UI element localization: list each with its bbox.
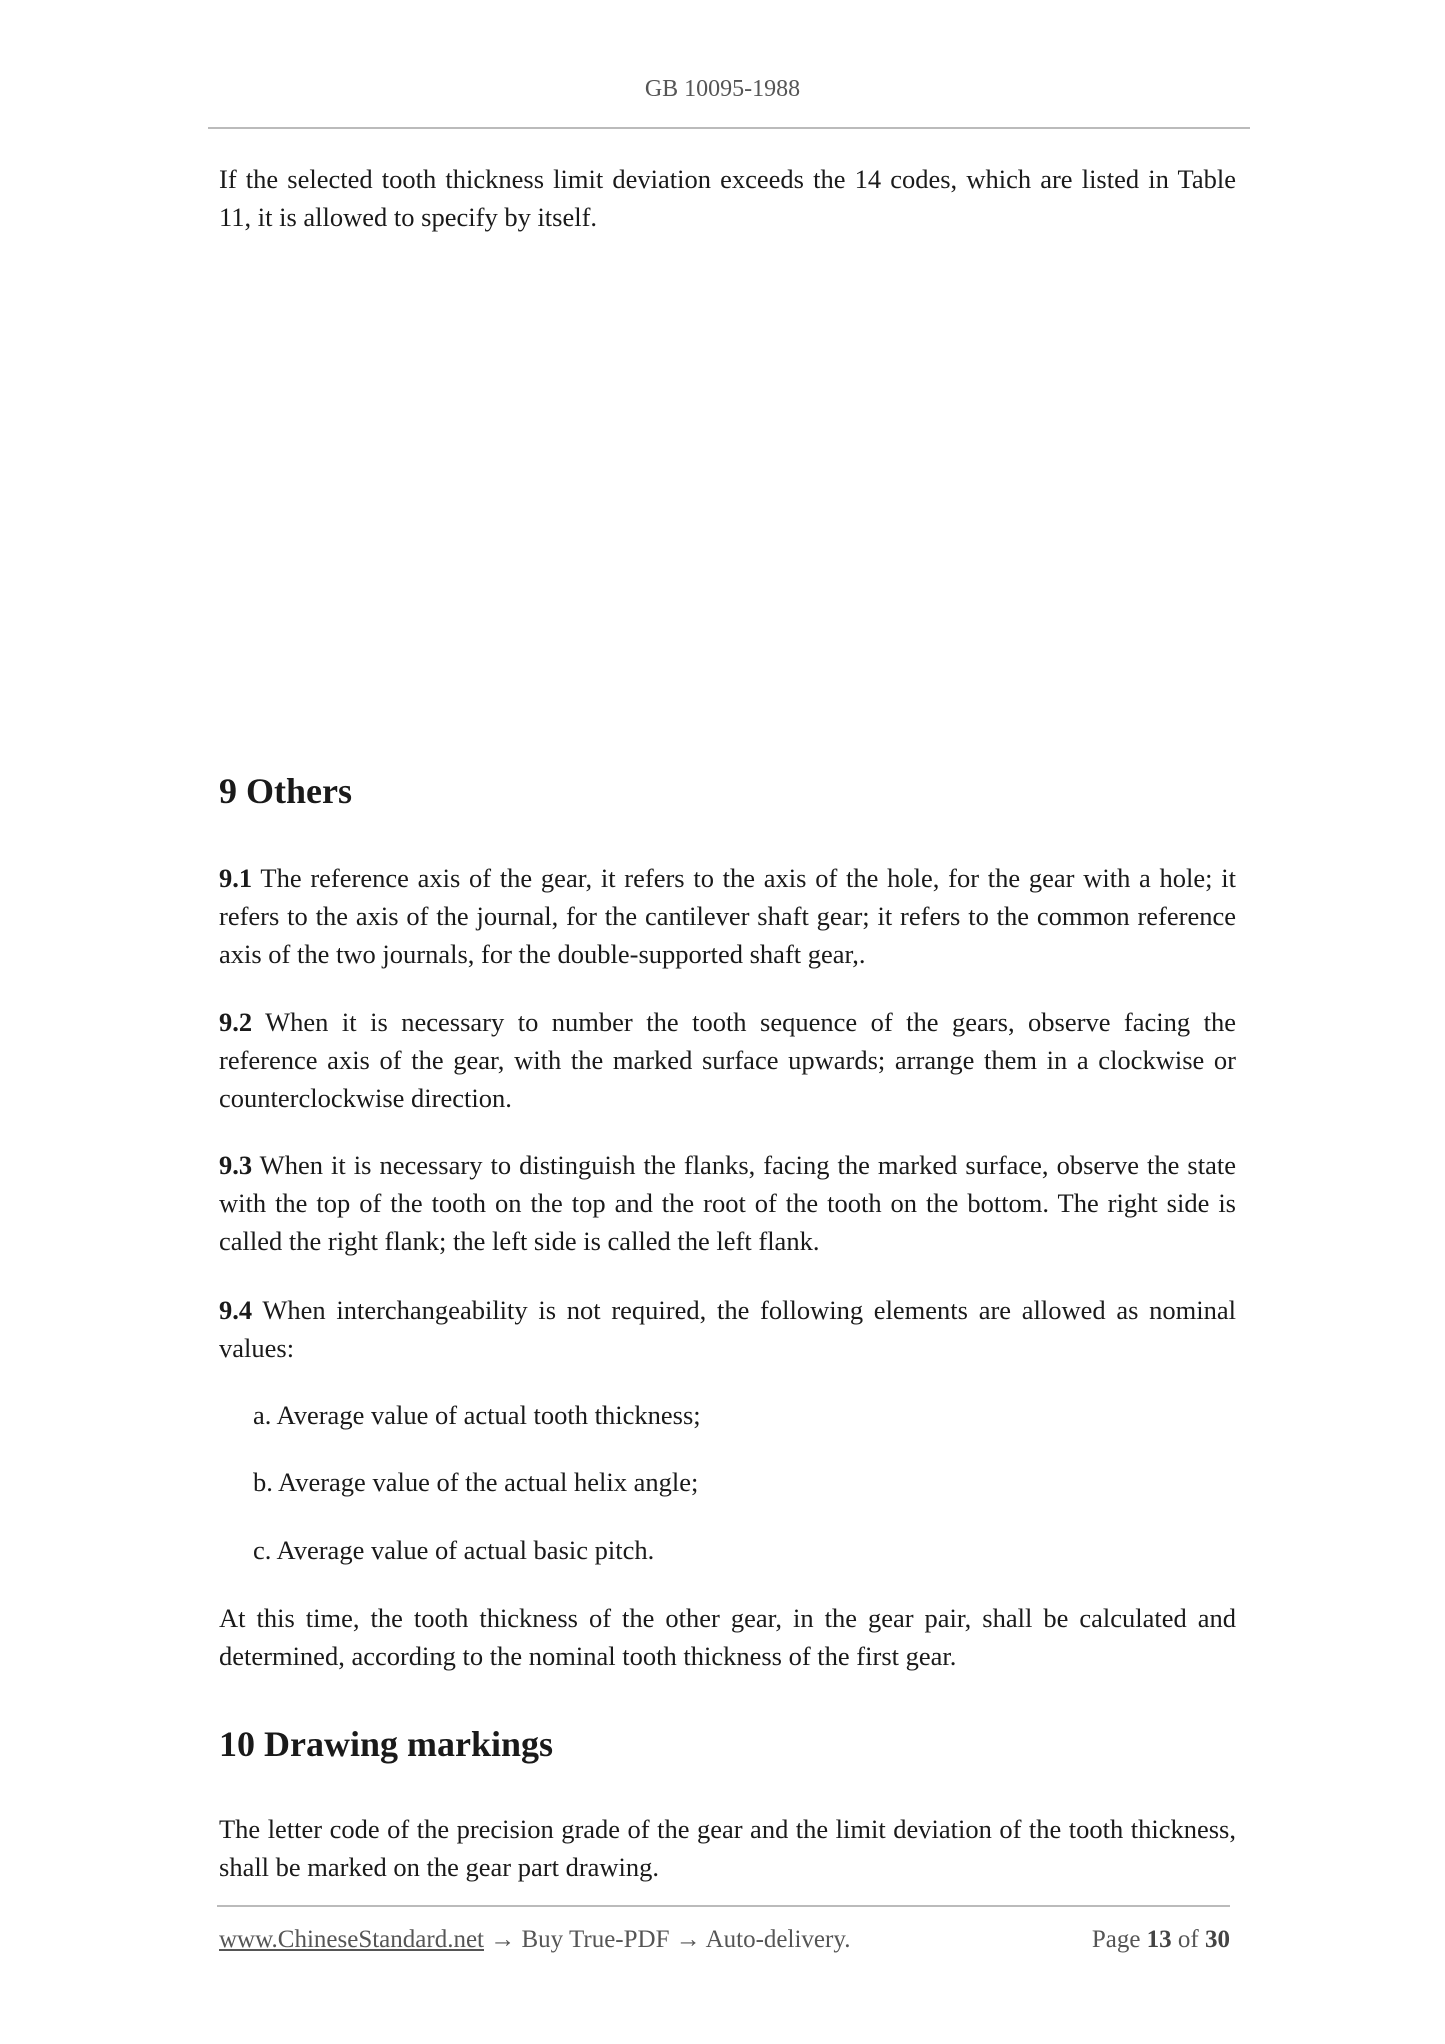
- footer: [219, 1926, 1230, 1954]
- clause-text: The reference axis of the gear, it refers to the axis of the hole, for the gear with a hole; it refers to the axis of the journal, for the cantilever shaft gear; it refers to the common reference axis of the two journals, for the double-supported shaft gear,.: [219, 863, 1236, 969]
- clause-number: 9.3: [219, 1150, 253, 1180]
- header-doc-id: GB 10095-1988: [644, 76, 801, 102]
- section-9-heading: 9 Others: [219, 771, 352, 811]
- page-number: 13: [1146, 1926, 1172, 1953]
- section-10-heading: 10 Drawing markings: [219, 1724, 554, 1764]
- clause-number: 9.4: [219, 1295, 253, 1325]
- list-item: c. Average value of actual basic pitch.: [253, 1535, 655, 1565]
- footer-promo: → Buy True-PDF → Auto-delivery.: [484, 1926, 851, 1953]
- intro-paragraph: If the selected tooth thickness limit deviation exceeds the 14 codes, which are listed in Table 11, it is allowed to specify by itself.: [219, 164, 1236, 232]
- closing-paragraph: At this time, the tooth thickness of the other gear, in the gear pair, shall be calculated and determined, according to the nominal tooth thickness of the first gear.: [219, 1603, 1236, 1671]
- clause-number: 9.1: [219, 863, 253, 893]
- clause-9-3: [219, 1146, 1236, 1260]
- list-item: b. Average value of the actual helix angle;: [253, 1467, 699, 1497]
- clause-9-2: [219, 1003, 1236, 1117]
- of-label: of: [1171, 1926, 1205, 1953]
- list-item: a. Average value of actual tooth thickness;: [253, 1400, 701, 1430]
- clause-9-4: [219, 1291, 1236, 1367]
- clause-text: When it is necessary to distinguish the flanks, facing the marked surface, observe the state with the top of the tooth on the top and the root of the tooth on the bottom. The right side is called the right flank; the left side is called the left flank.: [219, 1150, 1236, 1256]
- footer-left: [219, 1926, 850, 1954]
- clause-9-1: [219, 859, 1236, 973]
- page-label: Page: [1091, 1926, 1147, 1953]
- footer-rule: [217, 1905, 1230, 1907]
- clause-number: 9.2: [219, 1007, 253, 1037]
- section-10-paragraph: The letter code of the precision grade of the gear and the limit deviation of the tooth thickness, shall be marked on the gear part drawing.: [219, 1814, 1236, 1882]
- clause-text: When interchangeability is not required, the following elements are allowed as nominal values:: [219, 1295, 1236, 1363]
- clause-text: When it is necessary to number the tooth sequence of the gears, observe facing the reference axis of the gear, with the marked surface upwards; arrange them in a clockwise or counterclockwise direction.: [219, 1007, 1236, 1113]
- website-link[interactable]: www.ChineseStandard.net: [219, 1926, 484, 1953]
- page-indicator: [1092, 1926, 1230, 1954]
- page-total: 30: [1205, 1926, 1230, 1953]
- header-rule: [208, 127, 1250, 129]
